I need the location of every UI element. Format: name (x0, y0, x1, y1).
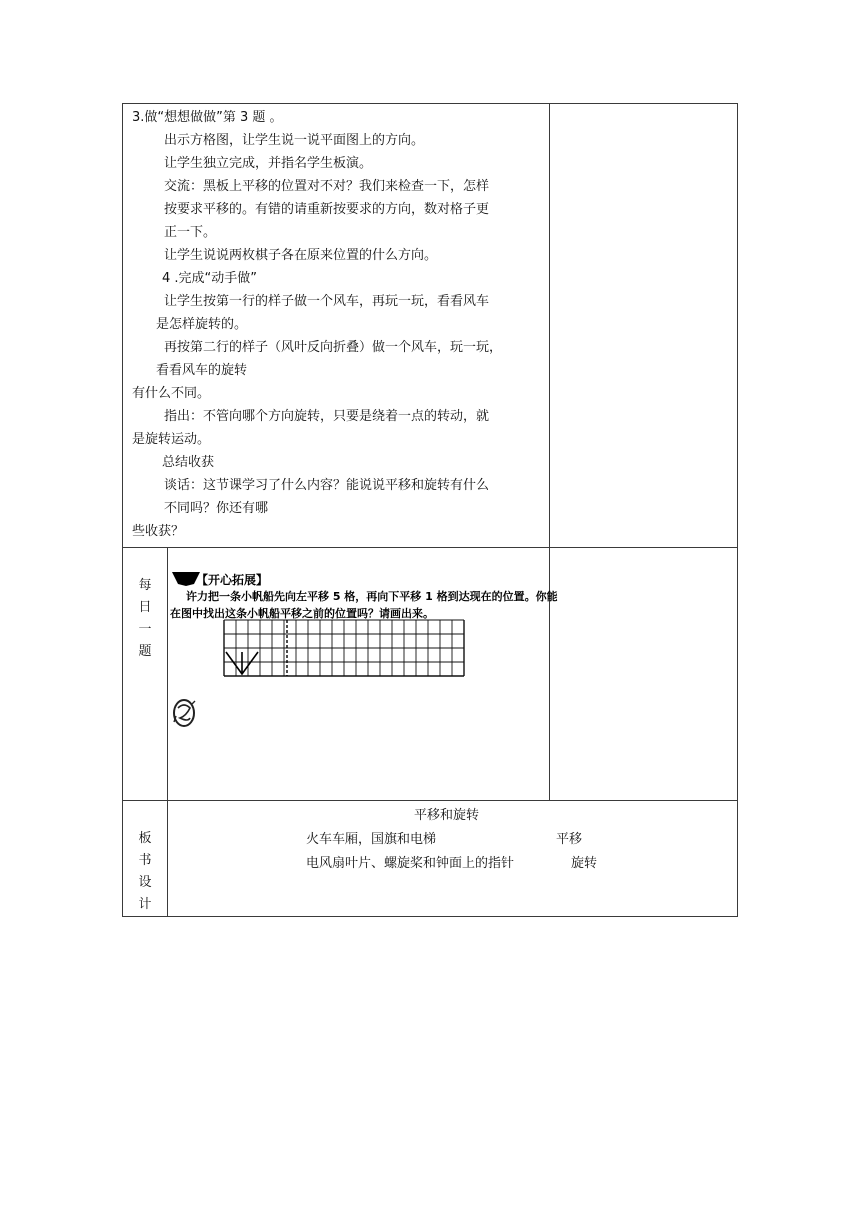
lesson-line: 些收获？ (132, 524, 185, 539)
label-char: 日 (138, 600, 152, 615)
table-border-left (122, 103, 123, 917)
col-divider-main (549, 103, 550, 800)
lesson-line: 指出：不管向哪个方向旋转，只要是绕着一点的转动，就 (164, 409, 490, 424)
problem-line-2: 在图中找出这条小帆船平移之前的位置吗？请画出来。 (170, 607, 434, 620)
lesson-line: 让学生独立完成，并指名学生板演。 (164, 156, 373, 171)
lesson-line: 交流：黑板上平移的位置对不对？我们来检查一下，怎样 (164, 179, 490, 194)
daily-problem-label (135, 575, 155, 663)
lesson-line: 4 .完成“动手做” (162, 271, 258, 286)
lesson-line: 按要求平移的。有错的请重新按要求的方向，数对格子更 (164, 202, 490, 217)
table-border-right (737, 103, 738, 917)
label-char: 设 (138, 875, 152, 890)
row-divider-1 (122, 547, 738, 548)
board-design-label (135, 828, 155, 916)
sailboat-shape (226, 652, 258, 674)
table-border-bottom (122, 916, 738, 917)
lesson-line: 总结收获 (162, 455, 215, 470)
board-title: 平移和旋转 (414, 808, 480, 823)
lesson-line: 看看风车的旋转 (156, 363, 248, 378)
label-char: 每 (138, 578, 152, 593)
table-border-top (122, 103, 738, 104)
lesson-line: 有什么不同。 (132, 386, 211, 401)
lesson-line: 正一下。 (164, 225, 217, 240)
lesson-line: 是旋转运动。 (132, 432, 211, 447)
board-row1-items: 火车车厢，国旗和电梯 (306, 832, 437, 847)
label-char: 一 (138, 622, 152, 637)
lesson-line: 出示方格图，让学生说一说平面图上的方向。 (164, 133, 425, 148)
board-row2-type: 旋转 (571, 856, 598, 871)
label-char: 板 (138, 831, 152, 846)
board-row2-items: 电风扇叶片、螺旋桨和钟面上的指针 (306, 856, 515, 871)
lesson-line: 让学生说说两枚棋子各在原来位置的什么方向。 (164, 248, 438, 263)
lesson-line: 让学生按第一行的样子做一个风车，再玩一玩，看看风车 (164, 294, 490, 309)
board-row1-type: 平移 (556, 832, 583, 847)
problem-line-1: 许力把一条小帆船先向左平移 5 格，再向下平移 1 格到达现在的位置。你能 (186, 590, 558, 603)
sailboat-grid (168, 618, 548, 748)
label-char: 题 (138, 644, 152, 659)
lesson-line: 再按第二行的样子（风叶反向折叠）做一个风车，玩一玩， (164, 340, 503, 355)
daily-problem-image (168, 568, 558, 748)
label-char: 书 (138, 853, 152, 868)
label-char: 计 (138, 897, 152, 912)
problem-heading: 【开心拓展】 (196, 573, 269, 587)
lesson-line: 谈话：这节课学习了什么内容？能说说平移和旋转有什么 (164, 478, 490, 493)
lesson-line: 是怎样旋转的。 (156, 317, 248, 332)
lesson-line: 不同吗？你还有哪 (164, 501, 269, 516)
stamp-icon (170, 696, 200, 730)
lesson-line: 3.做“想想做做”第 3 题 。 (132, 110, 283, 125)
row-divider-2 (122, 800, 738, 801)
